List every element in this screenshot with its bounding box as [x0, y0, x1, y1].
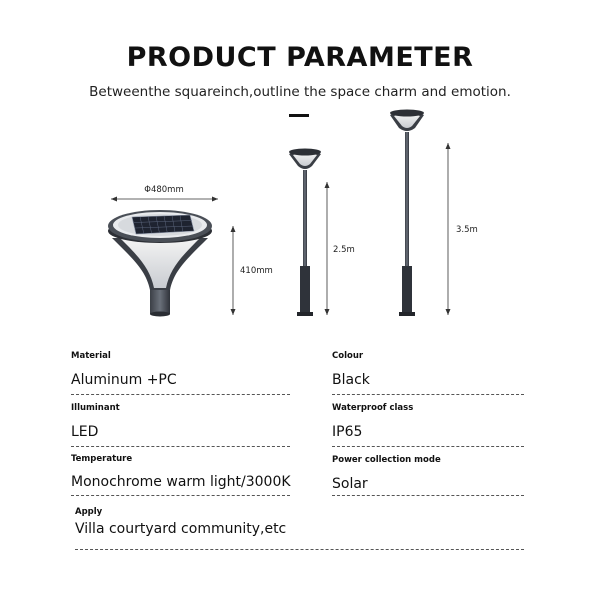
tall-pole-illustration	[390, 110, 478, 317]
tall-pole-label: 3.5m	[456, 225, 478, 235]
page-title: PRODUCT PARAMETER	[126, 42, 474, 73]
power-value: Solar	[332, 476, 368, 492]
colour-value: Black	[332, 372, 370, 388]
row-divider	[332, 446, 524, 447]
row-divider	[71, 446, 290, 447]
row-divider	[75, 549, 524, 550]
illuminant-value: LED	[71, 424, 99, 440]
colour-label: Colour	[332, 351, 364, 361]
row-divider	[71, 394, 290, 395]
waterproof-label: Waterproof class	[332, 403, 414, 413]
row-divider	[332, 495, 524, 496]
row-divider	[332, 394, 524, 395]
waterproof-value: IP65	[332, 424, 363, 440]
short-pole-illustration	[289, 149, 355, 317]
page-subtitle: Betweenthe squareinch,outline the space charm and emotion.	[89, 84, 511, 100]
row-divider	[71, 495, 290, 496]
temperature-value: Monochrome warm light/3000K	[71, 474, 291, 490]
material-value: Aluminum +PC	[71, 372, 177, 388]
apply-value: Villa courtyard community,etc	[75, 521, 287, 537]
short-pole-label: 2.5m	[333, 245, 355, 255]
material-label: Material	[71, 351, 111, 361]
power-label: Power collection mode	[332, 455, 441, 465]
illuminant-label: Illuminant	[71, 403, 120, 413]
temperature-label: Temperature	[71, 454, 133, 464]
apply-label: Apply	[75, 507, 103, 517]
lamp-head-illustration	[108, 185, 273, 317]
diameter-label: Φ480mm	[144, 185, 184, 195]
head-height-label: 410mm	[240, 266, 273, 276]
